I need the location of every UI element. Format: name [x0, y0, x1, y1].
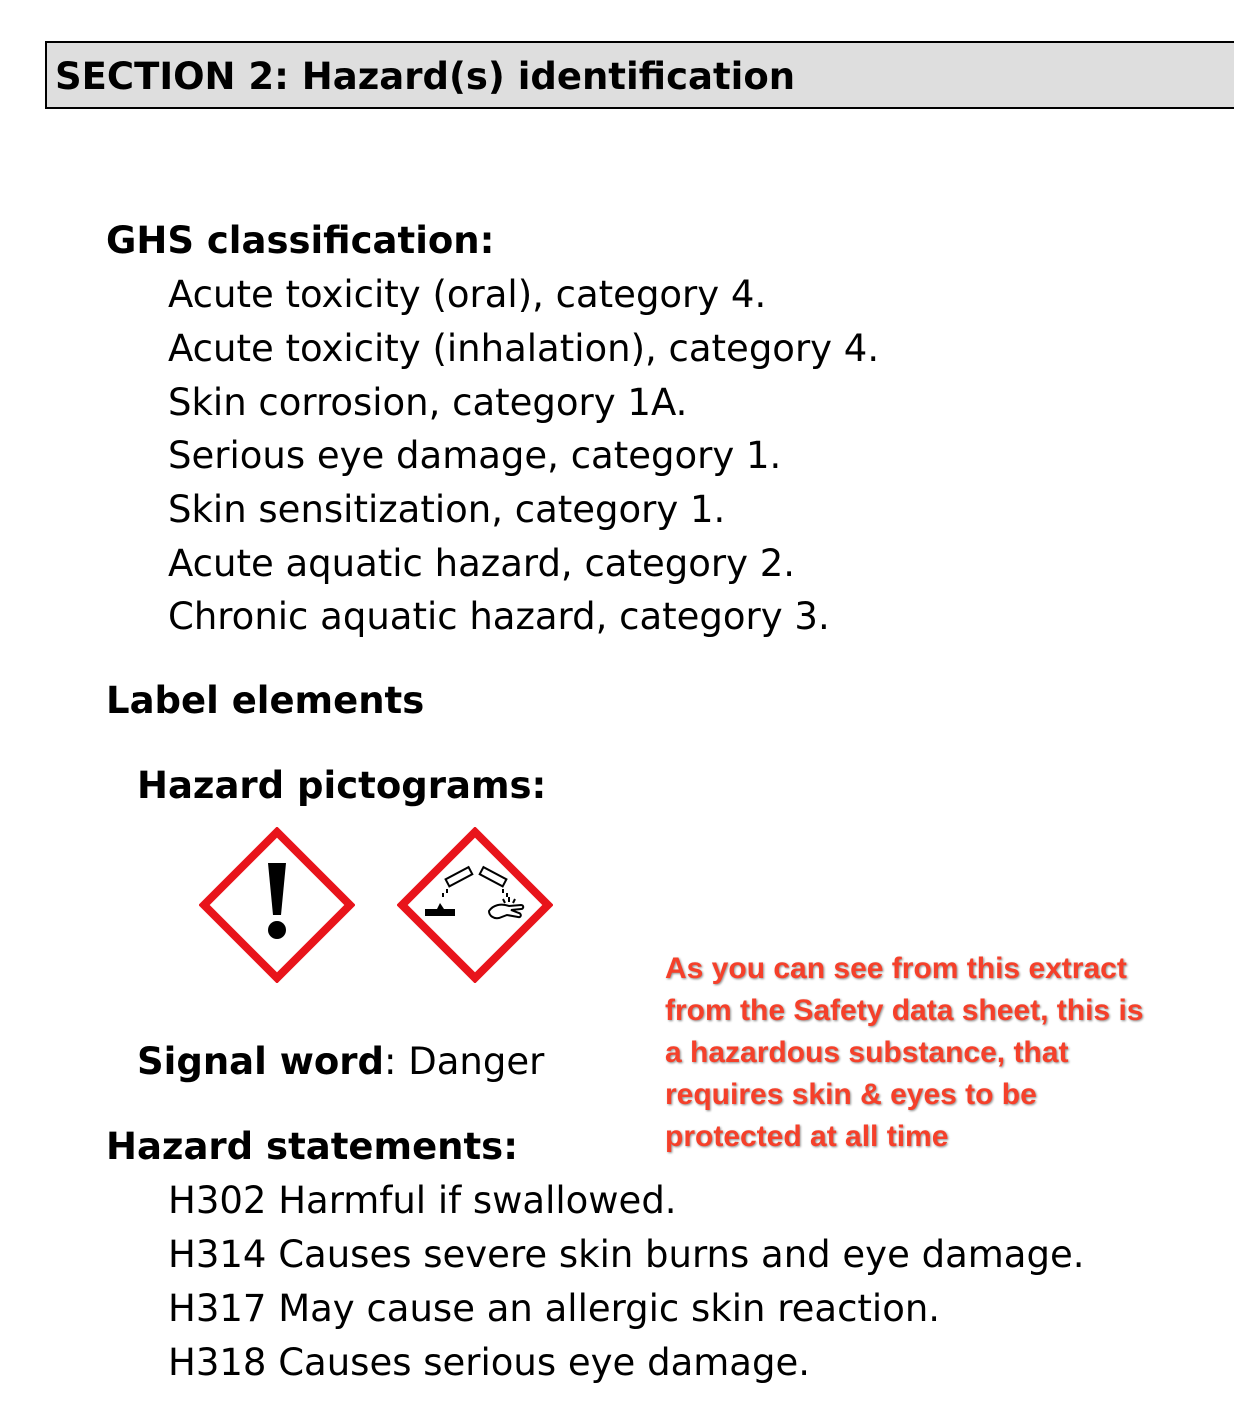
- hazard-pictograms-heading: Hazard pictograms:: [137, 764, 547, 807]
- annotation-line: As you can see from this extract: [665, 952, 1127, 985]
- exclamation-mark-pictogram-icon: [199, 827, 355, 983]
- label-elements-heading: Label elements: [106, 679, 425, 722]
- hazard-statement-item: H314 Causes severe skin burns and eye damage.: [168, 1233, 1085, 1276]
- ghs-item: Acute aquatic hazard, category 2.: [168, 542, 796, 585]
- hazard-statement-item: H302 Harmful if swallowed.: [168, 1179, 677, 1222]
- hazard-statement-item: H317 May cause an allergic skin reaction.: [168, 1287, 941, 1330]
- annotation-line: requires skin & eyes to be: [665, 1078, 1037, 1111]
- signal-word-value: Danger: [408, 1040, 545, 1083]
- hazard-statements-heading: Hazard statements:: [106, 1125, 519, 1168]
- ghs-item: Serious eye damage, category 1.: [168, 434, 782, 477]
- signal-word: [137, 1040, 545, 1083]
- hazard-statement-item: H318 Causes serious eye damage.: [168, 1341, 810, 1384]
- annotation-note: [665, 948, 1225, 1158]
- annotation-line: from the Safety data sheet, this is: [665, 994, 1144, 1027]
- ghs-item: Skin corrosion, category 1A.: [168, 381, 688, 424]
- ghs-item: Chronic aquatic hazard, category 3.: [168, 595, 830, 638]
- ghs-item: Acute toxicity (oral), category 4.: [168, 273, 767, 316]
- ghs-item: Acute toxicity (inhalation), category 4.: [168, 327, 880, 370]
- section-title: SECTION 2: Hazard(s) identification: [55, 55, 796, 98]
- signal-word-separator: :: [384, 1040, 409, 1083]
- annotation-line: a hazardous substance, that: [665, 1036, 1069, 1069]
- annotation-line: protected at all time: [665, 1120, 949, 1153]
- ghs-item: Skin sensitization, category 1.: [168, 488, 726, 531]
- signal-word-label: Signal word: [137, 1040, 385, 1083]
- section-header: [45, 41, 1234, 109]
- ghs-classification-heading: GHS classification:: [106, 219, 495, 262]
- corrosion-pictogram-icon: [397, 827, 553, 983]
